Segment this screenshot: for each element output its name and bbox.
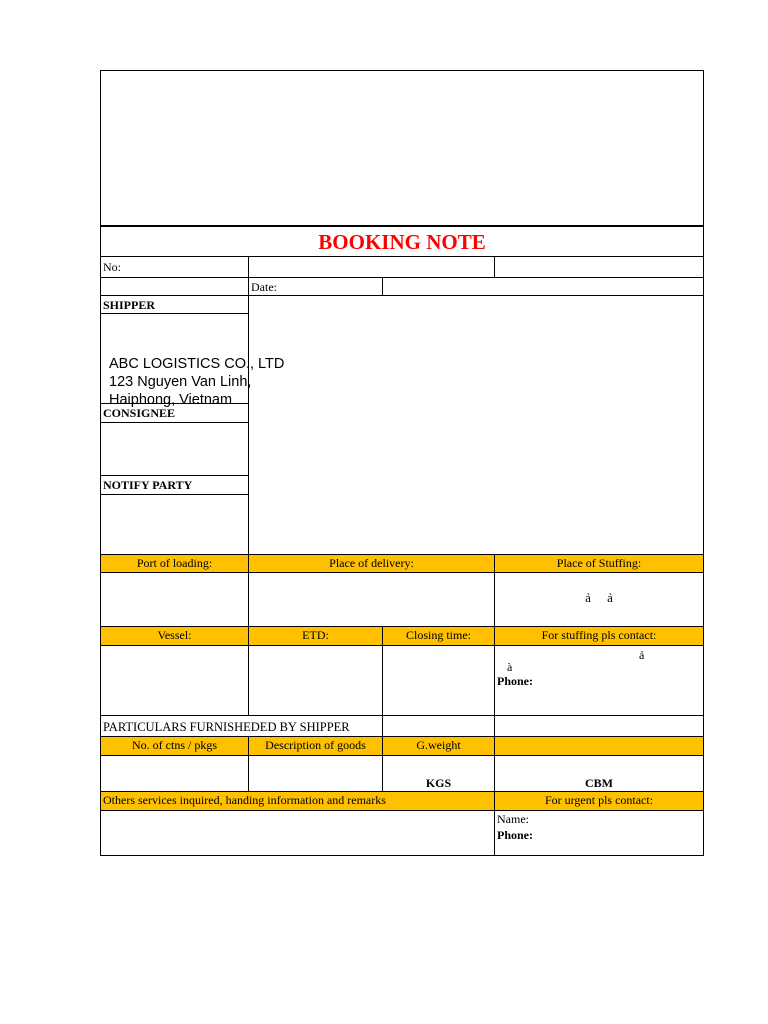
ctns-field[interactable] — [101, 756, 249, 792]
shipper-address-line1: ABC LOGISTICS CO., LTD — [109, 356, 285, 372]
stuffing-contact-header: For stuffing pls contact: — [495, 627, 703, 646]
urgent-name-label: Name: — [497, 812, 529, 826]
consignee-field[interactable] — [101, 423, 249, 476]
shipper-label: SHIPPER — [101, 296, 249, 314]
port-of-loading-field[interactable] — [101, 573, 249, 627]
notify-party-field[interactable] — [101, 495, 249, 555]
notify-party-label: NOTIFY PARTY — [101, 476, 249, 495]
stuffing-phone-label: Phone: — [497, 674, 533, 688]
date-field[interactable] — [383, 278, 703, 296]
stuffing-contact-mark1: ả — [639, 648, 645, 662]
no-field[interactable] — [249, 257, 495, 278]
consignee-label: CONSIGNEE — [101, 404, 249, 423]
parties-detail-area[interactable] — [249, 296, 703, 555]
shipper-address — [109, 355, 284, 409]
closing-time-field[interactable] — [383, 646, 495, 716]
header-logo-area — [101, 71, 703, 227]
date-label: Date: — [249, 278, 383, 296]
vessel-header: Vessel: — [101, 627, 249, 646]
no-label: No: — [101, 257, 249, 278]
particulars-label: PARTICULARS FURNISHEDED BY SHIPPER — [101, 716, 383, 737]
description-field[interactable] — [249, 756, 383, 792]
urgent-contact-field[interactable] — [495, 811, 703, 855]
cbm-unit: CBM — [585, 776, 613, 790]
ctns-header: No. of ctns / pkgs — [101, 737, 249, 756]
closing-time-header: Closing time: — [383, 627, 495, 646]
urgent-contact-header: For urgent pls contact: — [495, 792, 703, 811]
etd-field[interactable] — [249, 646, 383, 716]
vessel-field[interactable] — [101, 646, 249, 716]
urgent-phone-label: Phone: — [497, 828, 533, 842]
description-header: Description of goods — [249, 737, 383, 756]
place-of-stuffing-value: ả ả — [585, 590, 613, 605]
particulars-right — [495, 716, 703, 737]
kgs-unit: KGS — [425, 776, 452, 790]
no-extra-field[interactable] — [495, 257, 703, 278]
others-header: Others services inquired, handing information and remarks — [101, 792, 495, 811]
volume-field[interactable] — [495, 756, 703, 792]
port-of-loading-header: Port of loading: — [101, 555, 249, 573]
others-field[interactable] — [101, 811, 495, 855]
shipper-address-line3: Haiphong, Vietnam — [109, 392, 233, 408]
place-of-delivery-field[interactable] — [249, 573, 495, 627]
particulars-mid — [383, 716, 495, 737]
shipper-address-line2: 123 Nguyen Van Linh, — [109, 374, 252, 390]
stuffing-contact-mark2: à — [507, 660, 513, 674]
etd-header: ETD: — [249, 627, 383, 646]
place-of-stuffing-field[interactable] — [495, 573, 703, 627]
place-of-stuffing-header: Place of Stuffing: — [495, 555, 703, 573]
date-row-left — [101, 278, 249, 296]
gweight-field[interactable] — [383, 756, 495, 792]
gweight-header: G.weight — [383, 737, 495, 756]
stuffing-contact-field[interactable] — [495, 646, 703, 716]
booking-note-form — [100, 70, 704, 856]
volume-header — [495, 737, 703, 756]
document-title: BOOKING NOTE — [101, 227, 703, 257]
place-of-delivery-header: Place of delivery: — [249, 555, 495, 573]
